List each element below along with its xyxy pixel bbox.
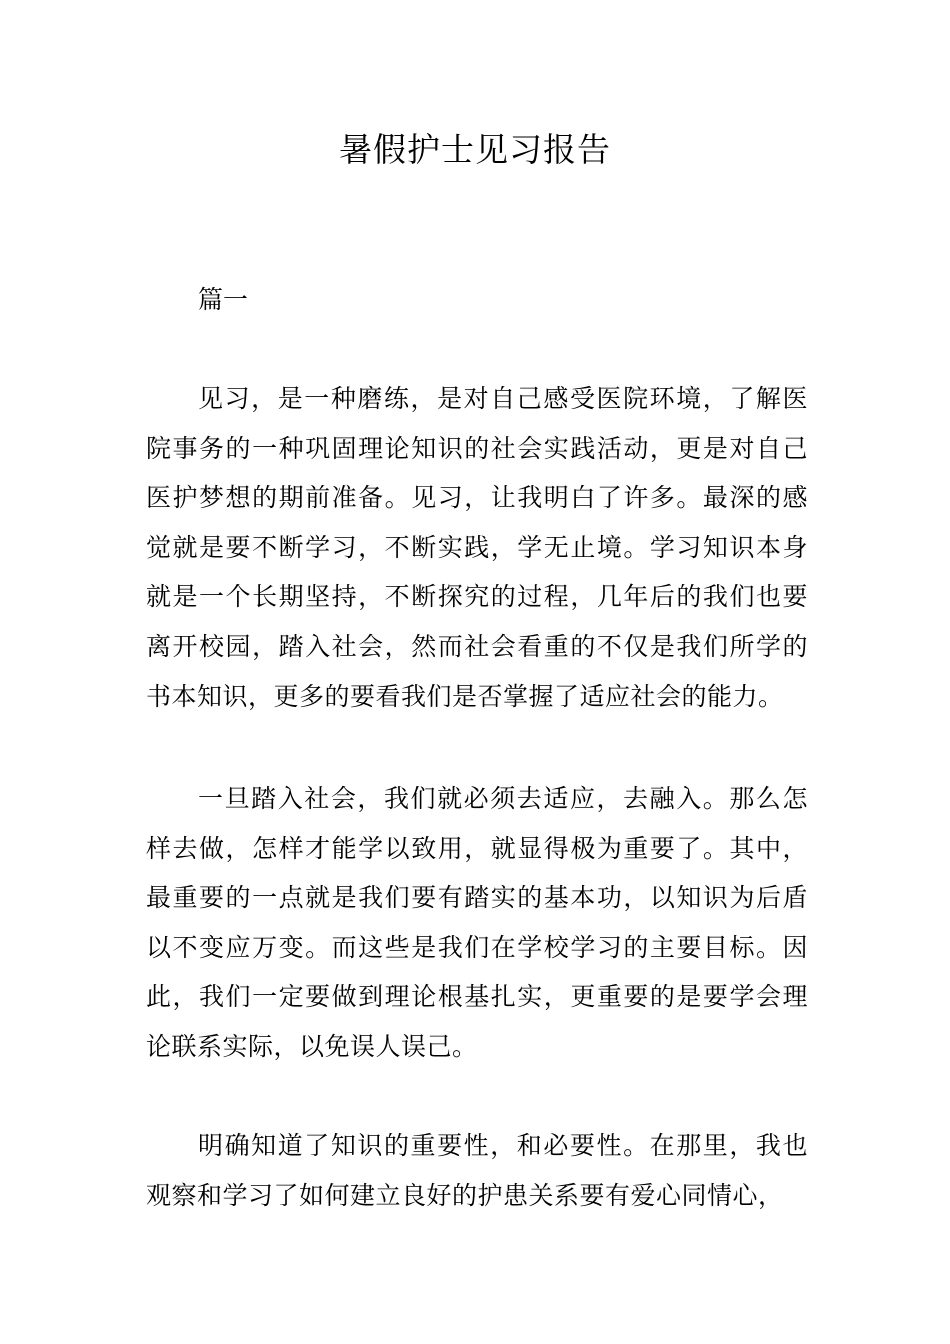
paragraph-3: 明确知道了知识的重要性，和必要性。在那里，我也观察和学习了如何建立良好的护患关系要有爱心同情心， xyxy=(146,1131,808,1210)
section-label: 篇一 xyxy=(198,285,249,314)
paragraph-2: 一旦踏入社会，我们就必须去适应，去融入。那么怎样去做，怎样才能学以致用，就显得极为重要了。其中，最重要的一点就是我们要有踏实的基本功，以知识为后盾以不变应万变。而这些是我们在学校学习的主要目标。因此，我们一定要做到理论根基扎实，更重要的是要学会理论联系实际，以免误人误己。 xyxy=(146,784,808,1061)
paragraph-1: 见习，是一种磨练，是对自己感受医院环境，了解医院事务的一种巩固理论知识的社会实践活动，更是对自己医护梦想的期前准备。见习，让我明白了许多。最深的感觉就是要不断学习，不断实践，学无止境。学习知识本身就是一个长期坚持，不断探究的过程，几年后的我们也要离开校园，踏入社会，然而社会看重的不仅是我们所学的书本知识，更多的要看我们是否掌握了适应社会的能力。 xyxy=(146,384,808,711)
document-title: 暑假护士见习报告 xyxy=(339,130,611,169)
